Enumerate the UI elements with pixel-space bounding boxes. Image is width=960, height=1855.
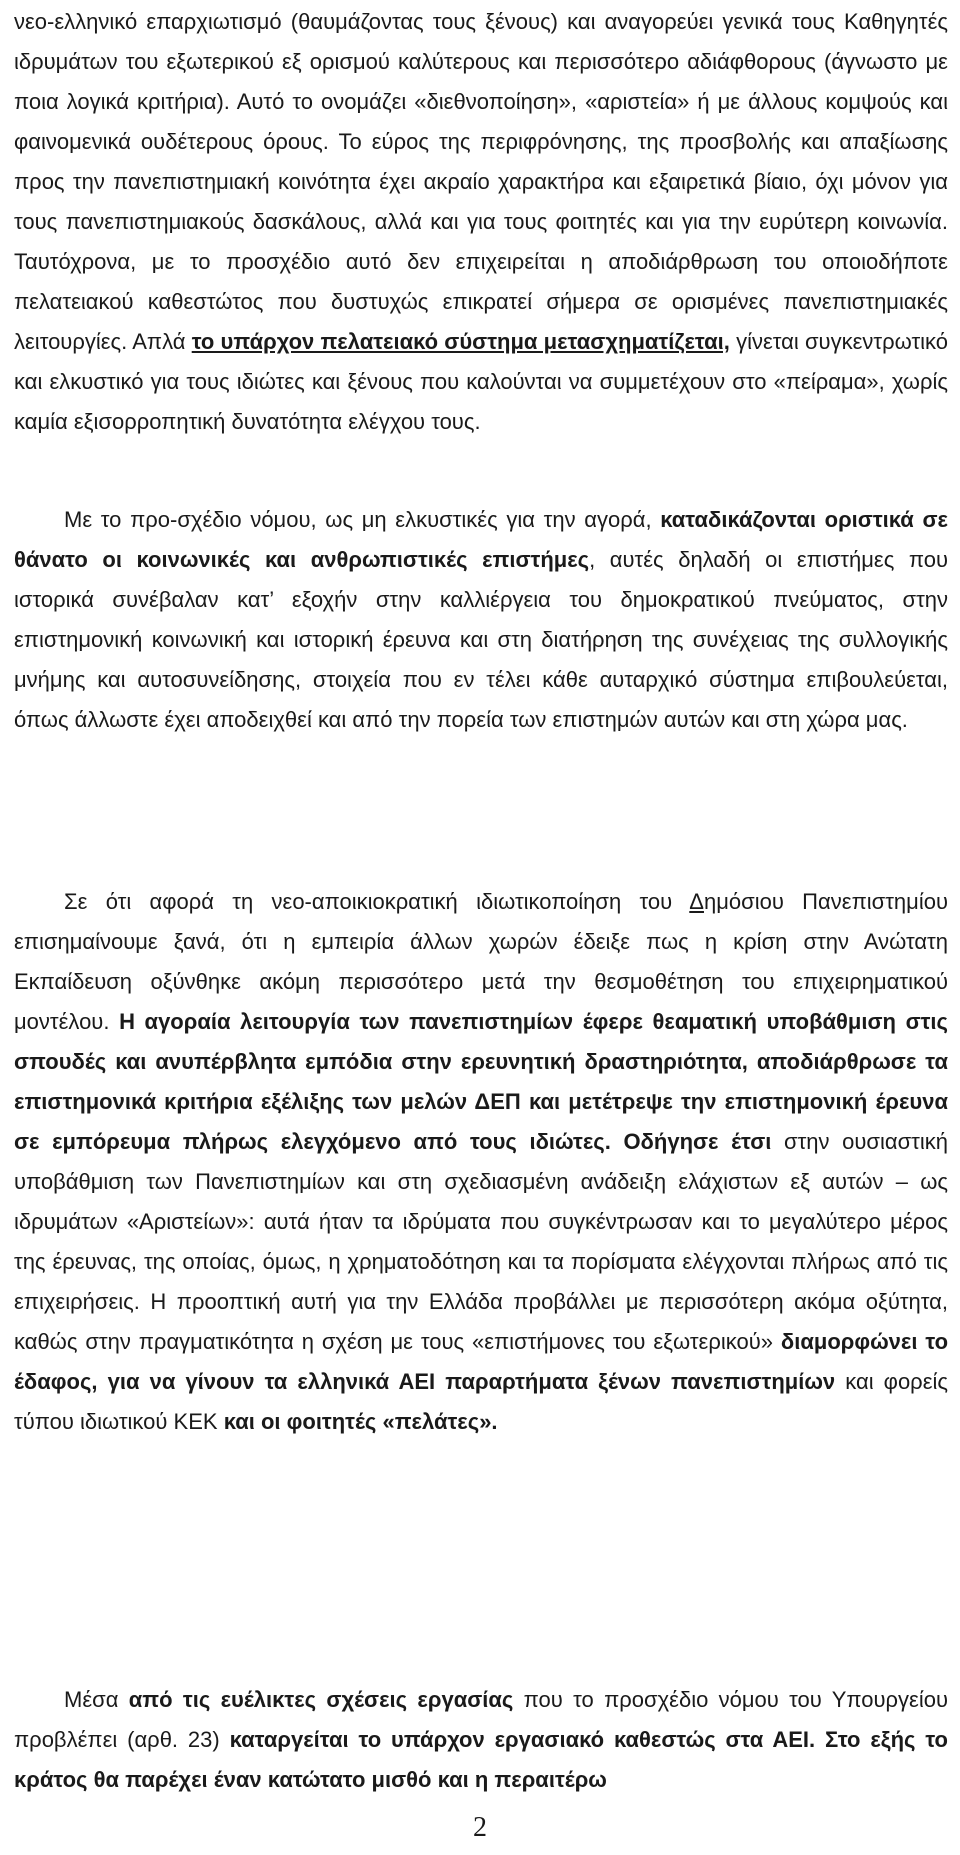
bold-text: διαμορφώνει το έδαφος, για να γίνουν τα ελληνικά ΑΕΙ παραρτήματα ξένων πανεπιστημίων [14,1329,949,1394]
bold-text: Η αγοραία λειτουργία των πανεπιστημίων έφερε θεαματική υποβάθμιση στις σπουδές και ανυπέρβλητα εμπόδια στην ερευνητική δραστηριότητα, αποδιάρθρωσε τα επιστημονικά κριτήρια εξέλιξης των μελών ΔΕΠ και μετέτρεψε την επιστημονική έρευνα σε εμπόρευμα πλήρως ελεγχόμενο από τους ιδιώτες. Οδήγησε έτσι [14,1009,948,1154]
text-run: , αυτές δηλαδή οι επιστήμες που ιστορικά συνέβαλαν κατ’ εξοχήν στην καλλιέργεια του δημοκρατικού πνεύματος, στην επιστημονική κοινωνική και ιστορική έρευνα και στη διατήρηση της συνέχειας της συλλογικής μνήμης και αυτοσυνείδησης, στοιχεία που εν τέλει κάθε αυταρχικό σύστημα επιβουλεύεται, όπως άλλωστε έχει αποδειχθεί και από την πορεία των επιστημών αυτών και στη χώρα μας. [14,547,948,732]
text-run: Με το προ-σχέδιο νόμου, ως μη ελκυστικές για την αγορά, [64,507,661,532]
text-run: γίνεται συγκεντρωτικό και ελκυστικό για τους ιδιώτες και ξένους που καλούνται να συμμετέχουν στο «πείραμα», χωρίς καμία εξισορροπητική δυνατότητα ελέγχου τους. [14,329,949,434]
underlined-text: Δ [689,889,704,914]
text-run: νεο-ελληνικό επαρχιωτισμό (θαυμάζοντας τους ξένους) και αναγορεύει γενικά τους Καθηγητές ιδρυμάτων του εξωτερικού εξ ορισμού καλύτερους και περισσότερο αδιάφθορους (άγνωστο με ποια λογικά κριτήρια). Αυτό το ονομάζει «διεθνοποίηση», «αριστεία» ή με άλλους κομψούς και φαινομενικά ουδέτερους όρους. Το εύρος της περιφρόνησης, της προσβολής και απαξίωσης προς την πανεπιστημιακή κοινότητα έχει ακραίο χαρακτήρα και εξαιρετικά βίαιο, όχι μόνον για τους πανεπιστημιακούς δασκάλους, αλλά και για τους φοιτητές και για την ευρύτερη κοινωνία. Ταυτόχρονα, με το προσχέδιο αυτό δεν επιχειρείται η αποδιάρθρωση του οποιοδήποτε πελατειακού καθεστώτος που δυστυχώς επικρατεί σήμερα σε ορισμένες πανεπιστημιακές λειτουργίες. Απλά [14,9,948,354]
text-run: και φορείς τύπου ιδιωτικού ΚΕΚ [14,1369,948,1434]
text-run: στην ουσιαστική υποβάθμιση των Πανεπιστημίων και στη σχεδιασμένη ανάδειξη ελάχιστων εξ αυτών – ως ιδρυμάτων «Αριστείων»: αυτά ήταν τα ιδρύματα που συγκέντρωσαν και το μεγαλύτερο μέρος της έρευνας, της οποίας, όμως, η χρηματοδότηση και τα πορίσματα ελέγχονται πλήρως από τις επιχειρήσεις. Η προοπτική αυτή για την Ελλάδα προβάλλει με περισσότερη ακόμα οξύτητα, καθώς στην πραγματικότητα η σχέση με τους «επιστήμονες του εξωτερικού» [14,1129,948,1354]
text-run: ημόσιου Πανεπιστημίου επισημαίνουμε ξανά, ότι η εμπειρία άλλων χωρών έδειξε πως η κρίση στην Ανώτατη Εκπαίδευση οξύνθηκε ακόμη περισσότερο μετά την θεσμοθέτηση του επιχειρηματικού μοντέλου. [14,889,948,1034]
text-run: Μέσα [64,1687,129,1712]
paragraph-1 [14,2,948,442]
paragraph-3 [14,882,948,1442]
paragraph-2 [14,500,948,740]
paragraph-4 [14,1680,948,1800]
bold-underlined-text: το υπάρχον πελατειακό σύστημα μετασχηματίζεται, [191,329,730,354]
bold-text: από τις ευέλικτες σχέσεις εργασίας [128,1687,514,1712]
page-number: 2 [473,1812,487,1843]
bold-text: και οι φοιτητές «πελάτες». [223,1409,498,1434]
text-run: που το προσχέδιο νόμου του Υπουργείου προβλέπει (αρθ. 23) [14,1687,948,1752]
bold-text: καταδικάζονται οριστικά σε θάνατο οι κοινωνικές και ανθρωπιστικές επιστήμες [14,507,948,572]
bold-text: καταργείται το υπάρχον εργασιακό καθεστώς στα ΑΕΙ. Στο εξής το κράτος θα παρέχει έναν κατώτατο μισθό και η περαιτέρω [14,1727,948,1792]
text-run: Σε ότι αφορά τη νεο-αποικιοκρατική ιδιωτικοποίηση του [64,889,690,914]
